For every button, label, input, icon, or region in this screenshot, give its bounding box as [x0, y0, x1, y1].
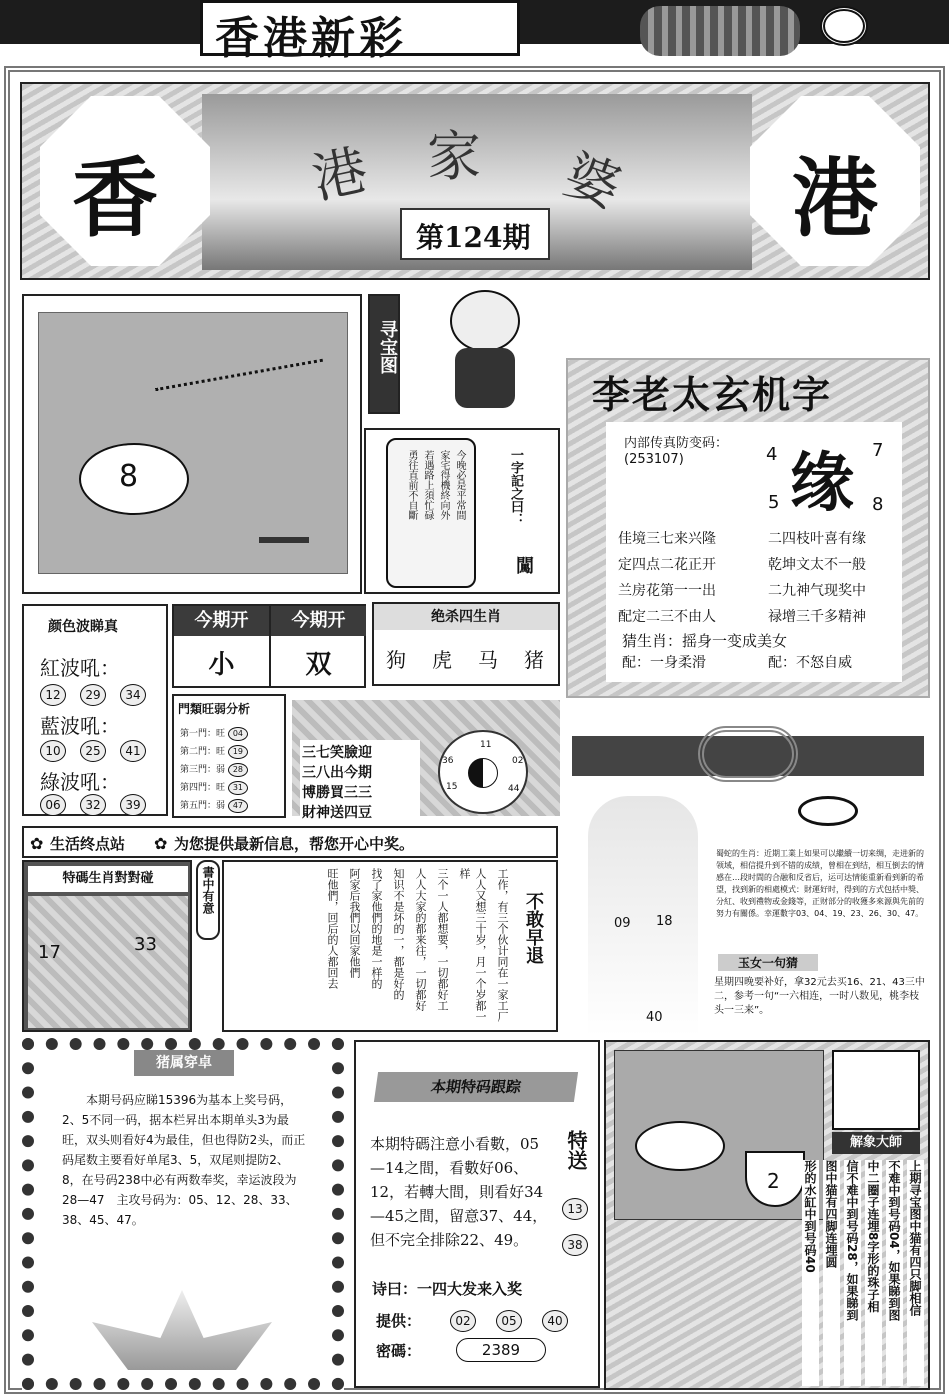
- door-num: 31: [228, 781, 248, 795]
- ladies-intro: 蜀蛇的生肖：近期工業上如果可以繼續一切来绸，走进新的领域，相信提升到不错的成绩，曾相在到结，相互倒去的情感在…段时間的合融和反省后，运可达情能重新看到新的希望，找到新的相處模式：財運好时，得到的方式包括中獎、分紅、收到禮物或金錢等，正财部分的收獲多來源與先前的努力有關係。幸運數字03、04、19、23、26、30、47。: [716, 849, 924, 918]
- door-state: 弱: [216, 801, 226, 811]
- four-animal: 狗: [386, 648, 406, 672]
- dragon-box: [22, 1038, 344, 1390]
- horse-logo-icon: [640, 6, 800, 56]
- zodiac-grid-title: 特碼生肖對對碰: [28, 866, 188, 892]
- li-poem-2b: 乾坤文太不一般: [768, 557, 866, 573]
- li-corner-num-bl: 5: [768, 492, 780, 513]
- wave-title: 颜色波睇真: [48, 619, 118, 635]
- four-animal: 虎: [432, 648, 452, 672]
- wave-green-row: [40, 794, 146, 816]
- ladies-title: 玉女一句猜: [718, 954, 818, 971]
- issue-number: 第124期: [416, 221, 531, 254]
- treasure-label: 寻宝图: [377, 320, 398, 374]
- scroll-col-1: 今晚必是平常間: [454, 450, 465, 520]
- pig-number: 8: [119, 459, 139, 494]
- door-state: 旺: [216, 729, 226, 739]
- li-poem-1a: 佳境三七来兴隆: [618, 531, 716, 547]
- track-provide-row: [450, 1310, 568, 1332]
- door-num: 04: [228, 727, 248, 741]
- master-col: 形的水缸中到号码40: [802, 1160, 819, 1386]
- dragon-body: 本期号码应睇15396为基本上奖号码，2、5不同一码，据本栏昇出本期单头3为最旺，双头则看好4为最佳，但也得防2头，而正码尾数主要看好单尾3、5，双尾则提防2、8，在号码238中必有两数奉奖，幸运波段为28—47 主攻号码为：05、12、28、33、38、45、47。: [62, 1093, 306, 1227]
- door-name: 第二門：: [180, 747, 217, 757]
- verse-line: 三八出今期: [302, 765, 372, 781]
- zodiac-grid-box: [22, 860, 192, 1032]
- life-header-title: 生活终点站: [50, 835, 126, 853]
- four-animal: 猪: [524, 648, 544, 672]
- track-provide-ball: 40: [542, 1310, 568, 1332]
- story-col: 人人大家的都来往，一切都好: [414, 868, 427, 1011]
- door-state: 旺: [216, 783, 226, 793]
- mascot-body: [455, 348, 515, 408]
- story-col: 人人又想三十岁，月一个岁都一样: [458, 868, 487, 1022]
- wave-green-ball: 32: [80, 794, 106, 816]
- wave-red-ball: 29: [80, 684, 106, 706]
- door-box: [172, 694, 286, 818]
- brand-text: ENGLISH: [878, 44, 925, 54]
- li-code-label: 内部传真防变码：: [624, 436, 729, 451]
- four-box: [372, 602, 560, 686]
- wave-blue-label: 藍波吼：: [40, 714, 120, 738]
- door-name: 第四門：: [180, 783, 217, 793]
- masthead-title: 香港新彩: [215, 13, 407, 64]
- banner-center-char-3: 婆: [556, 142, 629, 221]
- story-col: 阿家后我們以回家他們: [348, 868, 361, 978]
- treasure-map-picture: [38, 312, 348, 574]
- life-header-tail: 为您提供最新信息，帮您开心中奖。: [174, 835, 415, 853]
- track-provide-label: 提供：: [376, 1312, 422, 1330]
- wave-box: [22, 604, 168, 816]
- wave-red-row: [40, 684, 146, 706]
- life-tag: 書中有意: [201, 866, 215, 914]
- wave-blue-ball: 41: [120, 740, 146, 762]
- li-poem-3a: 兰房花第一一出: [618, 583, 716, 599]
- verse-line: 財神送四豆: [302, 805, 372, 821]
- verse-line: 博勝買三三: [302, 785, 372, 801]
- door-row: [180, 798, 248, 813]
- banner-center-char-2: 家: [427, 125, 481, 188]
- door-name: 第三門：: [180, 765, 217, 775]
- scroll-box: [364, 428, 560, 594]
- wave-green-ball: 39: [120, 794, 146, 816]
- banner-center-char-1: 港: [306, 137, 373, 211]
- story-col: 三个一人都想要，一切都好工: [436, 868, 449, 1011]
- treasure-map: [22, 294, 362, 594]
- four-title: 绝杀四生肖: [374, 604, 558, 630]
- cat-icon: [635, 1121, 725, 1171]
- door-row: [180, 744, 248, 759]
- banner-right-char: 港: [792, 148, 878, 249]
- wave-red-label: 紅波吼：: [40, 656, 120, 680]
- li-pair-right: 配：不怒自威: [768, 655, 852, 671]
- li-corner-num-tr: 7: [872, 440, 884, 461]
- rings-logo-icon: [820, 6, 868, 46]
- verse-line: 三七笑臉迎: [302, 745, 372, 761]
- door-title: 門類旺弱分析: [178, 702, 251, 716]
- taiji-num: 11: [480, 740, 492, 750]
- open-value-2: 双: [305, 650, 332, 680]
- lady-num: 18: [656, 914, 673, 929]
- track-provide-ball: 05: [496, 1310, 522, 1332]
- master-col: 图中猫有四脚连埋圆: [823, 1160, 840, 1386]
- door-name: 第一門：: [180, 729, 217, 739]
- open-divider: [269, 606, 271, 686]
- wave-red-ball: 34: [120, 684, 146, 706]
- life-header: [22, 826, 558, 858]
- master-title: 解象大師: [832, 1132, 920, 1154]
- master-col: 上期寻宝图中猫有四只脚相信: [907, 1160, 924, 1386]
- door-row: [180, 780, 248, 795]
- hand-writing-icon: [832, 1050, 920, 1130]
- lady-num: 40: [646, 1010, 663, 1025]
- flower-icon: ✿: [30, 834, 44, 853]
- track-secret-label: 密碼：: [376, 1342, 422, 1360]
- grass-icon: [259, 503, 309, 543]
- master-col: 信不难中到号码28，如果睇到: [844, 1160, 861, 1386]
- master-box: [604, 1040, 930, 1390]
- door-num: 19: [228, 745, 248, 759]
- track-provide-ball: 02: [450, 1310, 476, 1332]
- wave-red-ball: 12: [40, 684, 66, 706]
- banner: [20, 82, 930, 280]
- open-box: [172, 604, 366, 688]
- li-poem-1b: 二四枝叶喜有缘: [768, 531, 866, 547]
- story-col: 工作，有三个伙计同在一家工厂: [496, 868, 509, 1022]
- story-col: 知识不是坏的一，都是好的: [392, 868, 405, 1000]
- masthead: [0, 0, 949, 62]
- scroll-col-2: 家宅得機終向外: [438, 450, 449, 520]
- rings-icon: [698, 726, 798, 782]
- wave-green-label: 綠波吼：: [40, 770, 120, 794]
- li-pair-left: 配：一身柔滑: [622, 655, 706, 671]
- story-right-tag: 不敢早退: [523, 892, 544, 964]
- story-columns: [230, 868, 510, 1026]
- ladies-body: 星期四晚要补好，拿32元去买16、21、43三中二，参考一句“一六相连，一时八数见，桃李枝头一三来”。: [714, 977, 925, 1016]
- open-label-1: 今期开: [174, 606, 269, 636]
- wave-blue-ball: 25: [80, 740, 106, 762]
- door-row: [180, 726, 248, 741]
- wave-blue-ball: 10: [40, 740, 66, 762]
- four-animal: 马: [478, 648, 498, 672]
- wave-green-ball: 06: [40, 794, 66, 816]
- verse-box: [292, 700, 560, 821]
- flower-icon: ✿: [154, 834, 168, 853]
- story-col: 找了家他們的地是一样的: [370, 868, 383, 989]
- story-box: [222, 860, 558, 1032]
- scroll-col-3: 若遇路上須忙碌: [422, 450, 433, 520]
- pig-mascot-icon: [430, 290, 540, 420]
- track-special-ball: 13: [562, 1198, 588, 1220]
- master-columns: [746, 1160, 924, 1386]
- taiji-num: 02: [512, 756, 524, 766]
- li-big-char: 缘: [790, 446, 854, 521]
- track-secret: 2389: [456, 1338, 546, 1362]
- track-special-ball: 38: [562, 1234, 588, 1256]
- li-corner-num-tl: 4: [766, 444, 778, 465]
- scroll-title: 一字記之曰：: [508, 448, 523, 526]
- scroll-word: 闖: [516, 556, 534, 577]
- wave-blue-row: [40, 740, 146, 762]
- ladies-box: [568, 706, 930, 1036]
- lady-num: 09: [614, 916, 631, 931]
- track-box: [354, 1040, 600, 1388]
- story-col: 旺他們，回后的人都回去: [326, 868, 339, 989]
- li-poem-4b: 禄增三千多精神: [768, 609, 866, 625]
- door-state: 弱: [216, 765, 226, 775]
- li-poem-4a: 配定二三不由人: [618, 609, 716, 625]
- li-code: (253107): [624, 452, 684, 467]
- taiji-num: 44: [508, 784, 520, 794]
- master-ball-number: 2: [767, 1169, 780, 1193]
- zodiac-num: 17: [38, 942, 61, 963]
- li-poem-2a: 定四点二花正开: [618, 557, 716, 573]
- open-value-1: 小: [208, 650, 235, 680]
- mascot-head: [450, 290, 520, 352]
- li-poem-3b: 二九神气现奖中: [768, 583, 866, 599]
- door-state: 旺: [216, 747, 226, 757]
- li-corner-num-br: 8: [872, 494, 884, 515]
- track-title: 本期特码跟踪: [374, 1072, 578, 1102]
- door-num: 47: [228, 799, 248, 813]
- stumps-path: [155, 359, 333, 448]
- track-special-label: 特送: [564, 1130, 588, 1170]
- dragon-title: 猪属穿卓: [134, 1050, 234, 1076]
- li-guess: 猜生肖：摇身一变成美女: [622, 632, 788, 650]
- master-col: 中二圈子连埋8字形的珠子相: [865, 1160, 882, 1386]
- banner-left-char: 香: [72, 148, 158, 249]
- scroll-col-4: 勇往直前不自斷: [406, 450, 417, 520]
- door-num: 28: [228, 763, 248, 777]
- lady-photo: [588, 796, 698, 1036]
- track-poem: 诗曰：一四大发来入奖: [372, 1280, 523, 1298]
- snake-icon: [798, 796, 858, 826]
- verse-text: [300, 740, 420, 824]
- zodiac-num: 33: [134, 934, 157, 955]
- track-body: 本期特碼注意小看數，05—14之間，看數好06、12，若轉大間，則看好34—45之間，留意37、44，但不完全排除22、49。: [370, 1135, 548, 1249]
- door-name: 第五門：: [180, 801, 217, 811]
- open-label-2: 今期开: [271, 606, 366, 636]
- taiji-yinyang-icon: [468, 758, 498, 788]
- master-col: 不难中到号码04，如果睇到图: [886, 1160, 903, 1386]
- door-row: [180, 762, 248, 777]
- li-box: [566, 358, 930, 698]
- taiji-num: 15: [446, 782, 458, 792]
- li-box-title: 李老太玄机字: [592, 372, 833, 417]
- taiji-num: 36: [442, 756, 454, 766]
